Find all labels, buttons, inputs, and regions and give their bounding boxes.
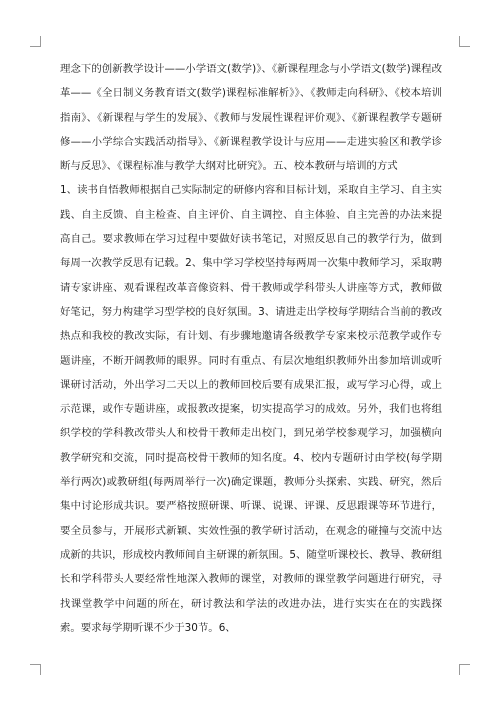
crop-mark-bottom-left bbox=[30, 664, 41, 675]
paragraph-training-methods: 1、读书自悟教师根据自己实际制定的研修内容和目标计划，采取自主学习、自主实践、自主反馈、自主检查、自主评价、自主调控、自主体验、自主完善的办法来提高自己。要求教师在学习过程中要做好读书笔记，对照反思自己的教学行为，做到每周一次教学反思有记载。2、集中学习学校坚持每两周一次集中教师学习，采取聘请专家讲座、观看课程改革音像资料、骨干教师或学科带头人讲座等方式，教师做好笔记，努力构建学习型学校的良好氛围。3、请进走出学校每学期结合当前的教改热点和我校的教改实际，有计划、有步骤地邀请各级教学专家来校示范教学或作专题讲座，不断开阔教师的眼界。同时有重点、有层次地组织教师外出参加培训或听课研讨活动，外出学习二天以上的教师回校后要有成果汇报，或写学习心得，或上示范课，或作专题讲座，或报教改提案，切实提高学习的成效。另外，我们也将组织学校的学科教改带头人和校骨干教师走出校门，到兄弟学校参观学习，加强横向教学研究和交流，同时提高校骨干教师的知名度。4、校内专题研讨由学校(每学期举行两次)或教研组(每两周举行一次)确定课题，教师分头探索、实践、研究，然后集中讨论形成共识。要严格按照研课、听课、说课、评课、反思跟课等环节进行，要全员参与，开展形式新颖、实效性强的教学研讨活动，在观念的碰撞与交流中达成新的共识，形成校内教师间自主研课的新氛围。5、随堂听课校长、教导、教研组长和学科带头人要经常性地深入教师的课堂，对教师的课堂教学问题进行研究，寻找课堂教学中问题的所在，研讨教法和学法的改进办法，进行实实在在的实践探索。要求每学期听课不少于30节。6、 bbox=[60, 184, 442, 634]
crop-mark-bottom-right bbox=[459, 664, 470, 675]
crop-mark-top-left bbox=[30, 36, 41, 47]
document-body bbox=[60, 57, 442, 640]
paragraph-book-list: 理念下的创新教学设计——小学语文(数学)》、《新课程理念与小学语文(数学)课程改革——《全日制义务教育语文(数学)课程标准解析》》、《教师走向科研》、《校本培训指南》、《新课程与学生的发展》、《教师与发展性课程评价观》、《新课程教学专题研修——小学综合实践活动指导》、《新课程教学设计与应用——走进实验区和教学诊断与反思》、《课程标准与教学大纲对比研究》。五、校本教研与培训的方式 bbox=[60, 63, 442, 173]
crop-mark-top-right bbox=[459, 36, 470, 47]
